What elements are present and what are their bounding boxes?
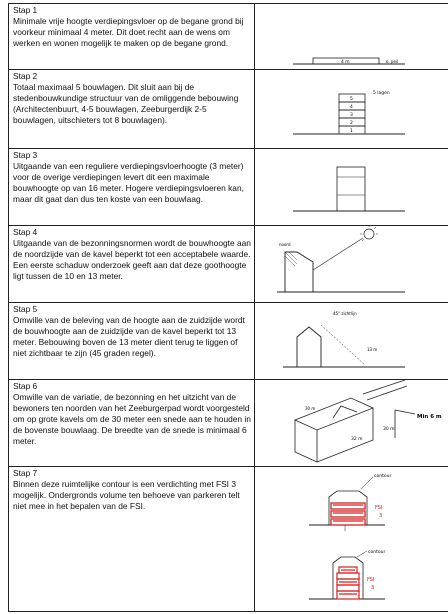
step-title: Stap 2	[13, 71, 38, 81]
ground-label: o. peil	[386, 59, 399, 64]
step-description: Omwille van de beleving van de hoogte aan de zuidzijde wordt de bouwhoogte aan de zuidzijde van de kavel beperkt tot 13 meter. Bebouwing boven de 13 meter dient terug te liggen of niet zichtbaar te zijn (45 graden regel).	[13, 315, 245, 358]
width-label: 30 m	[305, 406, 316, 411]
angle-label: 45° zichtlijn	[333, 311, 357, 316]
step-title: Stap 6	[13, 381, 38, 391]
step2-sketch	[255, 70, 448, 147]
fsi-label: FSI	[367, 577, 375, 583]
step5-sketch	[255, 303, 448, 378]
floor-label: 5	[350, 97, 353, 102]
width-label: 32 m	[351, 437, 363, 442]
step-description: Uitgaande van een reguliere verdiepingsvloerhoogte (3 meter) voor de overige verdiepingen levert dit een maximale bouwhoogte op van 16 meter. Hogere verdiepingsvloeren kan, maar dit gaat dan dus ten koste van een bouwlaag.	[13, 161, 244, 204]
step-sketch-cell	[255, 380, 448, 467]
sun-ray	[313, 238, 363, 270]
floor-label: 2	[350, 121, 353, 126]
step6-sketch	[255, 380, 448, 465]
min-width-label: Min 6 m	[417, 414, 442, 420]
step-description: Minimale vrije hoogte verdiepingsvloer op de begane grond bij voorkeur minimaal 4 meter. Dit doet recht aan de wens om werken en wonen mogelijk te maken op de begane grond.	[13, 16, 244, 48]
steps-table	[8, 3, 448, 612]
fsi-volume	[331, 503, 365, 525]
step-title: Stap 1	[13, 5, 38, 15]
step-sketch-cell	[255, 303, 448, 380]
fsi-value: 3	[371, 585, 375, 591]
fsi-value: 3	[379, 513, 383, 519]
step-text-cell	[9, 70, 255, 149]
step-sketch-cell	[255, 149, 448, 226]
step-title: Stap 4	[13, 227, 38, 237]
step-text-cell	[9, 4, 255, 70]
step1-sketch	[255, 4, 448, 68]
step-title: Stap 3	[13, 150, 38, 160]
step3-sketch	[255, 149, 448, 224]
step-row	[9, 303, 448, 380]
sun-icon	[364, 229, 374, 239]
fsi-volume	[337, 567, 359, 599]
contour-label: contour	[374, 474, 392, 479]
height-label: 13 m	[367, 347, 378, 352]
floor-label: 4	[350, 105, 353, 110]
north-note: noord	[279, 242, 291, 247]
step-row	[9, 70, 448, 149]
sightline-45	[321, 325, 365, 365]
building-volume	[337, 167, 365, 211]
step-row	[9, 149, 448, 226]
step-sketch-cell	[255, 467, 448, 612]
step-description: Omwille van de variatie, de bezonning en het uitzicht van de bewoners ten noorden van het Zeeburgerpad wordt voorgesteld om op grote kavels om de 30 meter een snede aan te houden in de bovenste bouwlaag. De breedte van de snede is minimaal 6 meter.	[13, 392, 251, 446]
step-row	[9, 4, 448, 70]
step-text-cell	[9, 226, 255, 303]
step-title: Stap 7	[13, 468, 38, 478]
step-description: Uitgaande van de bezonningsnormen wordt de bouwhoogte aan de noordzijde van de kavel beperkt tot een acceptabele waarde. Een eerste schaduw onderzoek geeft aan dat deze goothoogte ligt tussen de 10 en 13 meter.	[13, 238, 251, 281]
width-label: 30 m	[383, 427, 395, 432]
floor-label: 3	[350, 113, 353, 118]
step-row	[9, 226, 448, 303]
building-profile	[297, 327, 321, 367]
building-profile	[285, 252, 313, 292]
step-text-cell	[9, 303, 255, 380]
step-sketch-cell	[255, 226, 448, 303]
contour-label: contour	[368, 550, 386, 555]
step-text-cell	[9, 467, 255, 612]
block-perspective	[295, 380, 415, 462]
fsi-label: FSI	[375, 505, 383, 511]
floor-label: 1	[350, 129, 353, 134]
layers-note: 5 lagen	[373, 91, 390, 96]
step-row	[9, 467, 448, 612]
step-sketch-cell	[255, 4, 448, 70]
step-title: Stap 5	[13, 304, 38, 314]
step4-sketch	[255, 226, 448, 301]
step-row	[9, 380, 448, 467]
contour-outline	[329, 491, 367, 525]
step-text-cell	[9, 380, 255, 467]
step7-sketch	[255, 467, 448, 610]
step-description: Totaal maximaal 5 bouwlagen. Dit sluit aan bij de stedenbouwkundige structuur van de omliggende bebouwing (Architectenbuurt, 4-5 bouwlagen, Zeeburgerdijk 2-5 bouwlagen, uitschieters tot 8 bouwlagen).	[13, 82, 239, 125]
step-description: Binnen deze ruimtelijke contour is een verdichting met FSI 3 mogelijk. Ondergronds volume ten behoeve van parkeren telt niet mee in het bepalen van de FSI.	[13, 479, 240, 511]
step-sketch-cell	[255, 70, 448, 149]
height-label: 4 m	[341, 60, 350, 65]
step-text-cell	[9, 149, 255, 226]
